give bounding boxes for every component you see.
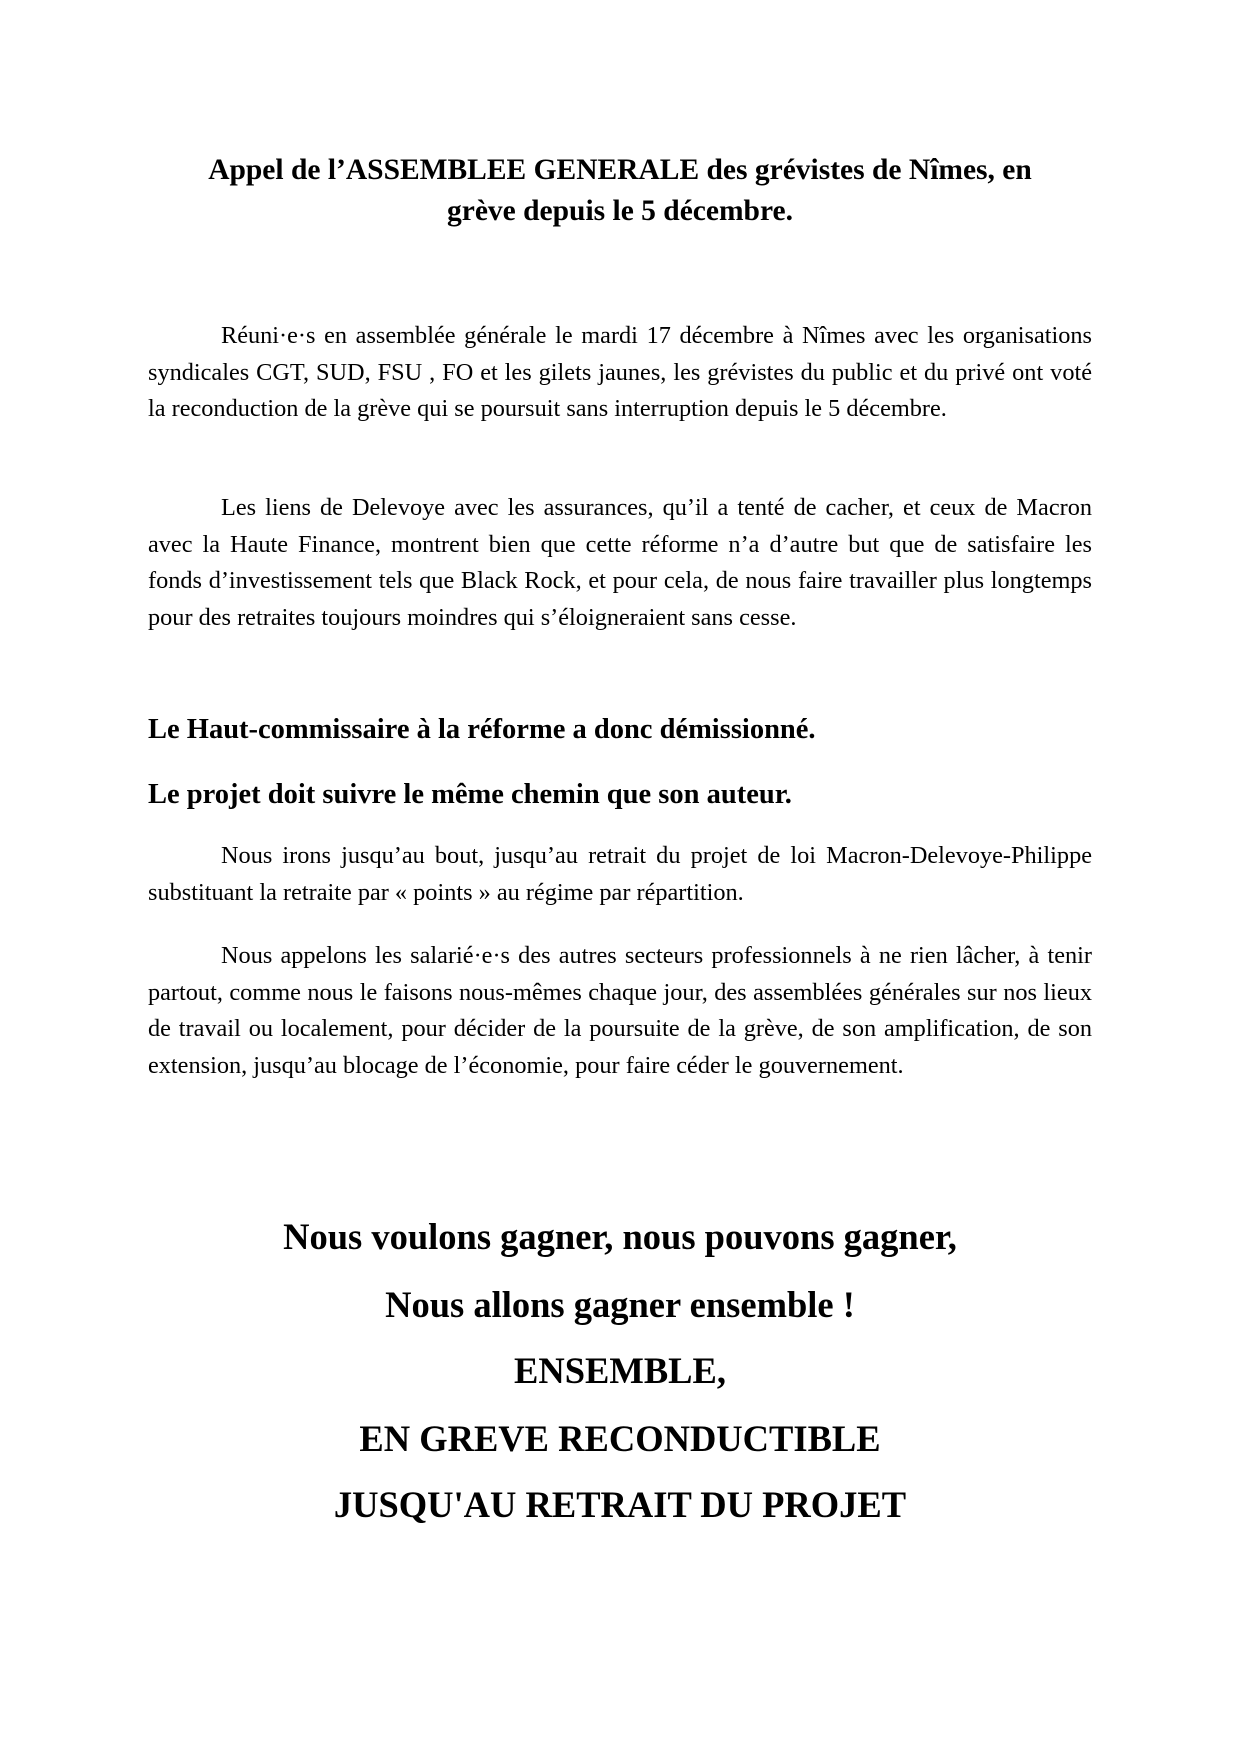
title-line-1: Appel de l’ASSEMBLEE GENERALE des grévistes de Nîmes, en bbox=[208, 154, 1032, 186]
closing-line-5: JUSQU'AU RETRAIT DU PROJET bbox=[333, 1484, 907, 1525]
closing-line-4: EN GREVE RECONDUCTIBLE bbox=[359, 1418, 881, 1459]
closing-line-3: ENSEMBLE, bbox=[514, 1350, 726, 1391]
document-title bbox=[150, 150, 1090, 232]
statement-resignation: Le Haut-commissaire à la réforme a donc démissionné. bbox=[148, 714, 816, 745]
paragraph-delevoye: Les liens de Delevoye avec les assurances, qu’il a tenté de cacher, et ceux de Macron avec la Haute Finance, montrent bien que cette réforme n’a d’autre but que de satisfaire les fonds d’investissement tels que Black Rock, et pour cela, de nous faire travailler plus longtemps pour des retraites toujours moindres qui s’éloigneraient sans cesse. bbox=[148, 494, 1092, 631]
paragraph-assembly: Réuni·e·s en assemblée générale le mardi 17 décembre à Nîmes avec les organisations syndicales CGT, SUD, FSU , FO et les gilets jaunes, les grévistes du public et du privé ont voté la reconduction de la grève qui se poursuit sans interruption depuis le 5 décembre. bbox=[148, 322, 1092, 423]
closing-line-2: Nous allons gagner ensemble ! bbox=[385, 1284, 855, 1325]
closing-line-1: Nous voulons gagner, nous pouvons gagner, bbox=[283, 1216, 957, 1257]
paragraph-appel: Nous appelons les salarié·e·s des autres secteurs professionnels à ne rien lâcher, à tenir partout, comme nous le faisons nous-mêmes chaque jour, des assemblées générales sur nos lieux de travail ou localement, pour décider de la poursuite de la grève, de son amplification, de son extension, jusqu’au blocage de l’économie, pour faire céder le gouvernement. bbox=[148, 942, 1092, 1079]
title-line-2: grève depuis le 5 décembre. bbox=[446, 195, 793, 227]
statement-project: Le projet doit suivre le même chemin que son auteur. bbox=[148, 779, 792, 810]
paragraph-retrait: Nous irons jusqu’au bout, jusqu’au retrait du projet de loi Macron-Delevoye-Philippe substituant la retraite par « points » au régime par répartition. bbox=[148, 842, 1092, 906]
